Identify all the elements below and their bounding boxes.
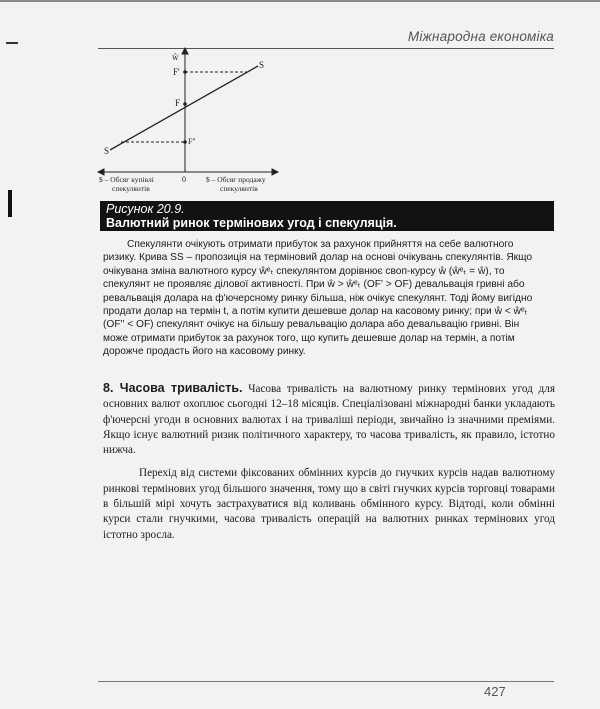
section-text-1: Часова тривалість на валютному ринку термінових угод для основних валют охоплює сьогодні 12–18 місяців. Спеціалізовані міжнародні банки укладають ф'ючерсні угоди в основних валютах і на триваліші періоди, звичайно із значними преміями. Якщо існує валютний ризик політичного характеру, то часова тривалість, як правило, істотно нижча. [103,383,555,457]
section-time-duration [103,381,555,543]
label-f: F [175,98,181,108]
speculation-diagram [96,46,296,196]
label-s-top: S [259,60,265,70]
scan-edge [0,0,600,2]
right-axis-label-1: $ – Обсяг продажу [206,175,266,184]
caption-explanation [103,238,553,359]
section-heading: 8. Часова тривалість. [103,381,243,395]
explanation-line: очікувана зміна валютного курсу ŵᵉₜ спекулянтом дорівнює своп-курсу ŵ (ŵᵉₜ = ŵ), то [103,265,505,277]
explanation-line: продати долар на термін t, а потім купити дешевше долар на касовому ринку; при ŵ < ŵᵉₜ [103,306,528,318]
explanation-line: дорожче продасть його на касовому ринку. [103,346,306,358]
point-f [183,102,187,106]
explanation-line: спекулянт не проявляє ділової активності. При ŵ > ŵᵉₜ (OF' > OF) девальвація гривні або [103,279,525,291]
margin-bar [8,190,12,217]
caption-title: Валютний ринок термінових угод і спекуляція. [106,216,397,230]
origin-label: 0 [182,175,186,184]
label-fdprime: F'' [188,137,196,146]
explanation-line: ризику. Крива SS – пропозиція на терміновий долар на основі очікувань спекулянтів. Якщо [103,252,533,264]
ss-curve [110,66,258,150]
explanation-line: (OF'' < OF) спекулянт очікує на більшу ревальвацію долара або девальвацію гривні. Він [103,319,520,331]
explanation-line: Спекулянти очікують отримати прибуток за рахунок прийняття на себе валютного [127,239,514,250]
y-axis-arrow [182,48,188,54]
label-fprime: F' [173,67,180,77]
left-axis-label-1: $ – Обсяг купівлі [99,175,154,184]
margin-mark [6,42,18,44]
section-paragraph-2: Перехід від системи фіксованих обмінних курсів до гнучких курсів надав валютному ринкові термінових угод більшого значення, тому що в світі гнучких курсів торговці товарами в більшій мірі хочуть застрахуватися від коливань обмінного курсу. Відтоді, коли обмінні курси стали гнучкими, часова тривалість операцій на валютних ринках термінових угод істотно зросла. [103,467,555,541]
explanation-line: ревальвація долара на ф'ючерсному ринку більша, ніж очікує спекулянт. Тоді йому вигідно [103,292,533,304]
point-fdprime [183,140,187,144]
label-s-bottom: S [104,146,110,156]
section-paragraph-1 [103,381,555,458]
caption-number: Рисунок 20.9. [106,202,185,216]
footer-rule [98,681,554,682]
figure-caption [100,201,554,231]
y-axis-label: ŵ [172,52,179,62]
point-fprime [183,70,187,74]
running-header: Міжнародна економіка [407,29,554,44]
page-number: 427 [484,684,506,699]
left-axis-label-2: спекулянтів [112,184,150,193]
explanation-line: може отримати прибуток за рахунок того, що купить дешевше долар на термін, а потім [103,332,515,344]
right-axis-label-2: спекулянтів [220,184,258,193]
x-axis-arrow-right [272,169,278,175]
